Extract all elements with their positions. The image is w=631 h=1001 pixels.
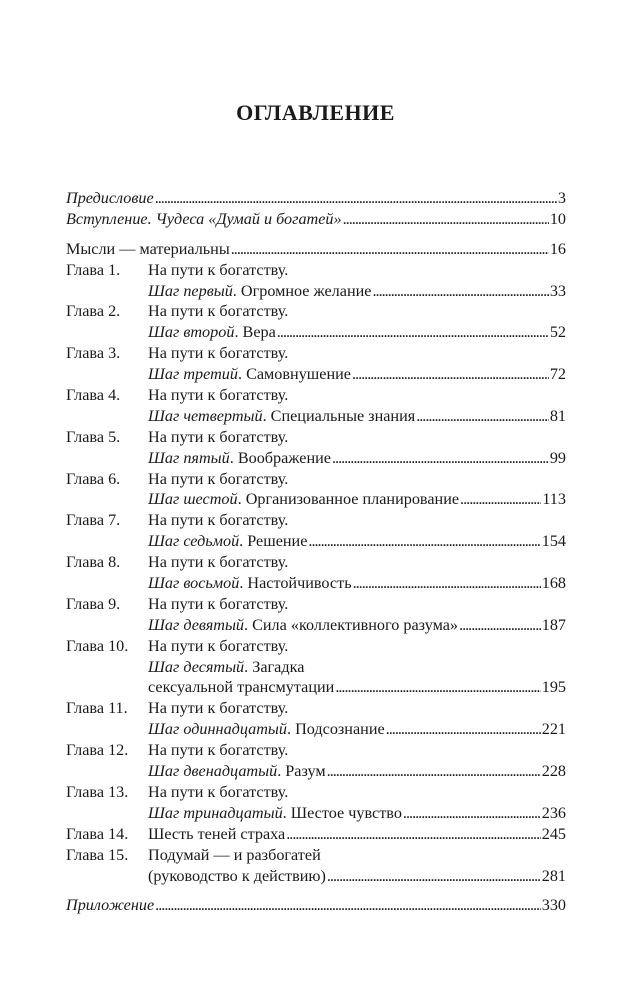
page-number: 154 xyxy=(541,532,566,551)
chapter-label: Глава 11. xyxy=(66,699,128,718)
dot-leader xyxy=(459,615,541,636)
chapter-label: Глава 12. xyxy=(66,741,129,760)
entry-title: Шаг шестой. Организованное планирование xyxy=(148,490,460,509)
entry-title: Шаг пятый. Воображение xyxy=(148,448,331,467)
entry-title: Шесть теней страха xyxy=(148,824,286,843)
toc-entry-chapter-10-cont[interactable] xyxy=(66,677,566,698)
dot-leader xyxy=(327,761,541,782)
dot-leader xyxy=(343,209,549,230)
page-number: 99 xyxy=(549,448,566,467)
chapter-heading: На пути к богатству. xyxy=(148,302,289,321)
entry-title: (руководство к действию) xyxy=(148,866,326,885)
page-number: 187 xyxy=(541,615,566,634)
entry-title: Шаг тринадцатый. Шестое чувство xyxy=(148,803,402,822)
page-number: 228 xyxy=(541,762,566,781)
page-number: 245 xyxy=(541,824,566,843)
chapter-label: Глава 15. xyxy=(66,845,129,864)
toc-entry-chapter-15[interactable] xyxy=(66,845,566,866)
entry-title: Приложение xyxy=(66,896,155,915)
toc-entry-appendix[interactable] xyxy=(66,895,566,916)
entry-title: Шаг третий. Самовнушение xyxy=(148,365,351,384)
page-number: 52 xyxy=(549,323,566,342)
chapter-label: Глава 10. xyxy=(66,636,129,655)
dot-leader xyxy=(155,188,557,209)
chapter-heading: На пути к богатству. xyxy=(148,344,289,363)
toc-entry-chapter-1[interactable] xyxy=(66,260,566,281)
chapter-heading: Подумай — и разбогатей xyxy=(148,845,321,864)
toc-entry-chapter-5[interactable] xyxy=(66,427,566,448)
dot-leader xyxy=(277,322,549,343)
toc-entry-chapter-2[interactable] xyxy=(66,301,566,322)
toc-entry-chapter-12-step[interactable] xyxy=(66,761,566,782)
dot-leader xyxy=(460,489,541,510)
chapter-label: Глава 14. xyxy=(66,824,129,843)
entry-title: Шаг восьмой. Настойчивость xyxy=(148,574,352,593)
chapter-label: Глава 2. xyxy=(66,302,121,321)
dot-leader xyxy=(308,531,540,552)
toc-entry-chapter-13[interactable] xyxy=(66,782,566,803)
chapter-heading: На пути к богатству. xyxy=(148,511,289,530)
chapter-label: Глава 13. xyxy=(66,782,129,801)
toc-entry-chapter-12[interactable] xyxy=(66,740,566,761)
toc-entry-chapter-15-cont[interactable] xyxy=(66,866,566,887)
entry-title: Мысли — материальны xyxy=(66,239,230,258)
chapter-label: Глава 1. xyxy=(66,260,121,279)
chapter-heading: На пути к богатству. xyxy=(148,260,289,279)
dot-leader xyxy=(372,281,548,302)
toc-entry-chapter-9[interactable] xyxy=(66,594,566,615)
toc-entry-chapter-6[interactable] xyxy=(66,469,566,490)
page-number: 16 xyxy=(549,239,566,258)
chapter-heading: На пути к богатству. xyxy=(148,699,289,718)
toc-entry-chapter-4-step[interactable] xyxy=(66,406,566,427)
dot-leader xyxy=(335,677,540,698)
toc-entry-chapter-9-step[interactable] xyxy=(66,615,566,636)
entry-title: Шаг двенадцатый. Разум xyxy=(148,762,326,781)
toc-entry-chapter-8[interactable] xyxy=(66,552,566,573)
page-number: 3 xyxy=(557,189,566,207)
entry-title: Шаг одиннадцатый. Подсознание xyxy=(148,720,385,739)
chapter-heading: На пути к богатству. xyxy=(148,553,289,572)
dot-leader xyxy=(416,406,549,427)
page-number: 113 xyxy=(542,490,566,509)
chapter-heading: На пути к богатству. xyxy=(148,469,289,488)
entry-title: Шаг девятый. Сила «коллективного разума» xyxy=(148,615,459,634)
page-number: 236 xyxy=(541,803,566,822)
toc-entry-chapter-7[interactable] xyxy=(66,510,566,531)
toc-entry-chapter-4[interactable] xyxy=(66,385,566,406)
chapter-heading: На пути к богатству. xyxy=(148,386,289,405)
chapter-label: Глава 4. xyxy=(66,386,121,405)
toc-entry-thoughts[interactable] xyxy=(66,239,566,260)
entry-title: Шаг десятый. Загадка xyxy=(148,657,305,676)
toc-entry-chapter-5-step[interactable] xyxy=(66,448,566,469)
dot-leader xyxy=(155,895,541,916)
dot-leader xyxy=(403,803,541,824)
toc-entry-chapter-6-step[interactable] xyxy=(66,489,566,510)
chapter-heading: На пути к богатству. xyxy=(148,741,289,760)
dot-leader xyxy=(332,448,549,469)
entry-title-cont: сексуальной трансмутации xyxy=(148,678,335,697)
page-number: 33 xyxy=(549,281,566,300)
dot-leader xyxy=(352,364,549,385)
toc-entry-chapter-3-step[interactable] xyxy=(66,364,566,385)
toc-entry-chapter-7-step[interactable] xyxy=(66,531,566,552)
chapter-label: Глава 3. xyxy=(66,344,121,363)
chapter-label: Глава 7. xyxy=(66,511,121,530)
entry-title: Шаг второй. Вера xyxy=(148,323,276,342)
toc-entry-chapter-3[interactable] xyxy=(66,343,566,364)
page-number: 221 xyxy=(541,720,566,739)
entry-title: Шаг седьмой. Решение xyxy=(148,532,308,551)
page-number: 195 xyxy=(541,678,566,697)
entry-title: Вступление. Чудеса «Думай и богатей» xyxy=(66,209,342,228)
page-title: ОГЛАВЛЕНИЕ xyxy=(236,100,395,125)
dot-leader xyxy=(327,866,541,887)
toc-entry-chapter-10[interactable] xyxy=(66,636,566,657)
chapter-label: Глава 9. xyxy=(66,594,121,613)
chapter-label: Глава 5. xyxy=(66,427,121,446)
entry-title: Предисловие xyxy=(66,189,154,207)
chapter-heading: На пути к богатству. xyxy=(148,636,289,655)
dot-leader xyxy=(386,719,541,740)
page-number: 168 xyxy=(541,574,566,593)
entry-title: Шаг четвертый. Специальные знания xyxy=(148,406,416,425)
toc-entry-chapter-13-step[interactable] xyxy=(66,803,566,824)
chapter-heading: На пути к богатству. xyxy=(148,782,289,801)
page-number: 10 xyxy=(549,209,566,228)
toc-entry-preface[interactable] xyxy=(66,188,566,209)
page-number: 72 xyxy=(549,365,566,384)
page-number: 281 xyxy=(541,866,566,885)
entry-title: Шаг первый. Огромное желание xyxy=(148,281,372,300)
toc-entry-chapter-8-step[interactable] xyxy=(66,573,566,594)
toc-entry-chapter-2-step[interactable] xyxy=(66,322,566,343)
toc-entry-chapter-1-step[interactable] xyxy=(66,281,566,302)
toc-entry-chapter-11-step[interactable] xyxy=(66,719,566,740)
toc-entry-introduction[interactable] xyxy=(66,209,566,230)
toc-entry-chapter-14[interactable] xyxy=(66,824,566,845)
dot-leader xyxy=(231,239,549,260)
chapter-heading: На пути к богатству. xyxy=(148,594,289,613)
chapter-heading: На пути к богатству. xyxy=(148,427,289,446)
toc-entry-chapter-11[interactable] xyxy=(66,698,566,719)
table-of-contents xyxy=(66,188,566,916)
chapter-label: Глава 6. xyxy=(66,469,121,488)
page-number: 81 xyxy=(549,406,566,425)
page-number: 330 xyxy=(541,896,566,915)
chapter-label: Глава 8. xyxy=(66,553,121,572)
dot-leader xyxy=(286,824,540,845)
toc-entry-chapter-10-step[interactable] xyxy=(66,657,566,678)
dot-leader xyxy=(353,573,541,594)
